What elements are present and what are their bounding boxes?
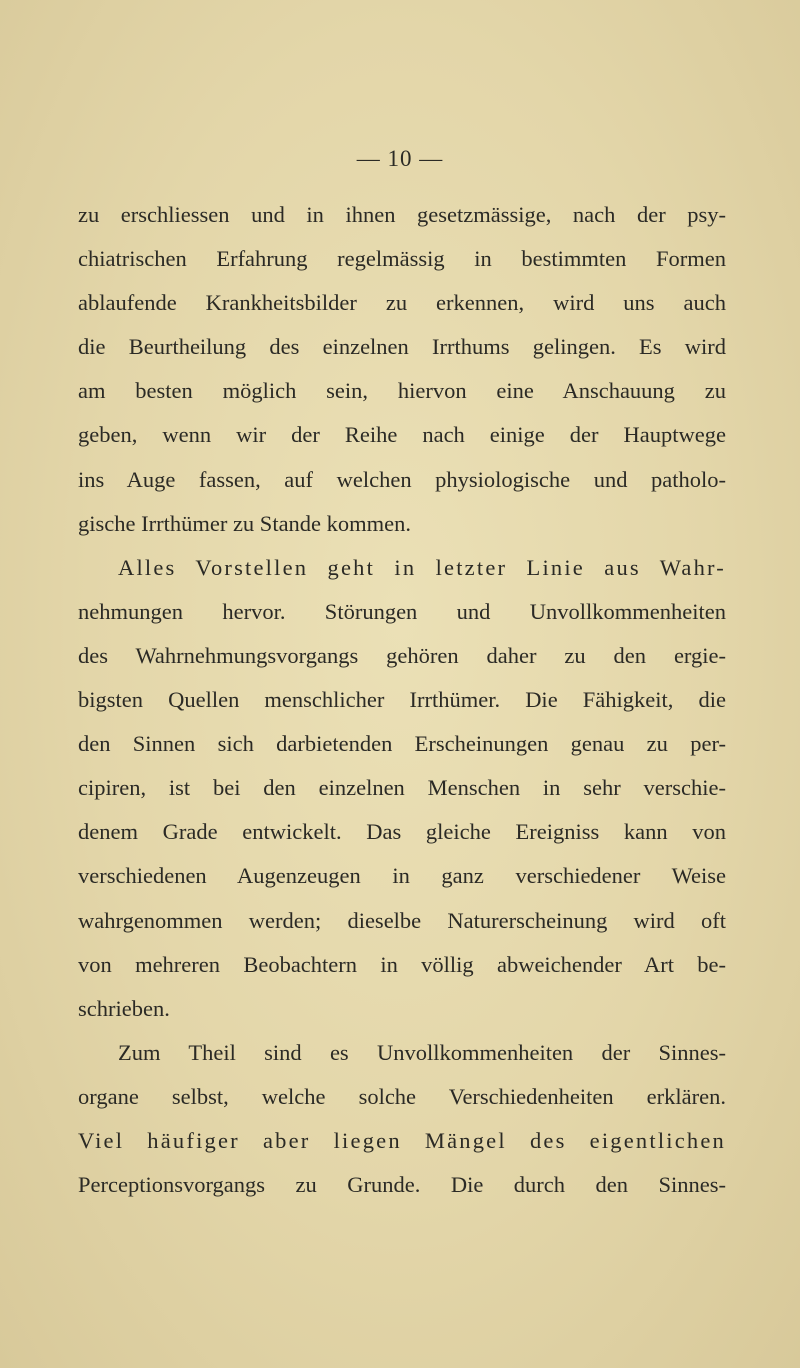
text-line: chiatrischen Erfahrung regelmässig in bestimmten Formen: [78, 246, 726, 272]
text-line: Viel häufiger aber liegen Mängel des eigentlichen: [78, 1127, 726, 1153]
text-line: ins Auge fassen, auf welchen physiologische und patholo-: [78, 466, 726, 492]
text-line: denem Grade entwickelt. Das gleiche Ereigniss kann von: [78, 819, 726, 845]
text-line: cipiren, ist bei den einzelnen Menschen in sehr verschie-: [78, 775, 726, 801]
text-line: Zum Theil sind es Unvollkommenheiten der Sinnes-: [118, 1039, 726, 1065]
body-text: [78, 193, 726, 1207]
text-line: bigsten Quellen menschlicher Irrthümer. Die Fähigkeit, die: [78, 687, 726, 713]
text-line: wahrgenommen werden; dieselbe Naturerscheinung wird oft: [78, 907, 726, 933]
text-line: Alles Vorstellen geht in letzter Linie aus Wahr-: [118, 554, 726, 580]
text-line: organe selbst, welche solche Verschiedenheiten erklären.: [78, 1083, 726, 1109]
text-line: schrieben.: [78, 995, 170, 1021]
text-line: Perceptionsvorgangs zu Grunde. Die durch den Sinnes-: [78, 1172, 726, 1198]
page-number: — 10 —: [356, 146, 444, 171]
text-line: von mehreren Beobachtern in völlig abweichender Art be-: [78, 951, 726, 977]
text-line: des Wahrnehmungsvorgangs gehören daher zu den ergie-: [78, 642, 726, 668]
text-line: verschiedenen Augenzeugen in ganz verschiedener Weise: [78, 863, 726, 889]
text-line: zu erschliessen und in ihnen gesetzmässige, nach der psy-: [78, 202, 726, 227]
text-line: gische Irrthümer zu Stande kommen.: [78, 510, 412, 536]
text-line: die Beurtheilung des einzelnen Irrthums gelingen. Es wird: [78, 334, 726, 360]
text-line: geben, wenn wir der Reihe nach einige der Hauptwege: [78, 422, 726, 448]
text-line: den Sinnen sich darbietenden Erscheinungen genau zu per-: [78, 731, 726, 757]
text-line: ablaufende Krankheitsbilder zu erkennen, wird uns auch: [78, 290, 726, 316]
text-line: am besten möglich sein, hiervon eine Anschauung zu: [78, 378, 726, 404]
text-line: nehmungen hervor. Störungen und Unvollkommenheiten: [78, 598, 726, 624]
